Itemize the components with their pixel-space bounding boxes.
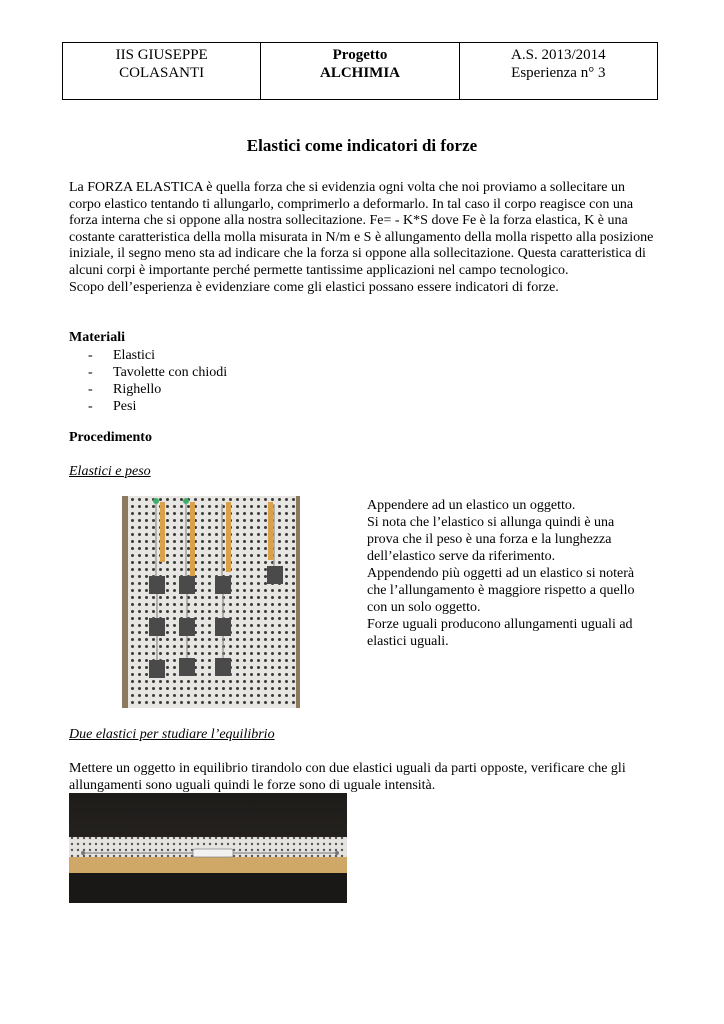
list-dash: - bbox=[88, 365, 93, 380]
list-item bbox=[88, 364, 227, 381]
header-project-cell bbox=[261, 43, 459, 99]
equilibrium-image bbox=[69, 793, 347, 903]
list-item bbox=[88, 381, 227, 398]
list-item bbox=[88, 347, 227, 364]
header-school-line2: COLASANTI bbox=[119, 65, 205, 81]
procedure-heading: Procedimento bbox=[69, 430, 152, 445]
pegboard-image bbox=[122, 496, 300, 708]
section1-title: Elastici e peso bbox=[69, 464, 151, 479]
header-year-line2: Esperienza n° 3 bbox=[511, 65, 606, 81]
header-table bbox=[62, 42, 658, 100]
list-dash: - bbox=[88, 399, 93, 414]
section1-line: che l’allungamento è maggiore rispetto a quello bbox=[367, 583, 635, 598]
list-dash: - bbox=[88, 382, 93, 397]
section1-line: Appendendo più oggetti ad un elastico si noterà bbox=[367, 566, 635, 581]
list-item-label: Elastici bbox=[113, 348, 155, 363]
materials-list bbox=[88, 347, 227, 415]
header-project-line2: ALCHIMIA bbox=[319, 65, 400, 81]
page-title: Elastici come indicatori di forze bbox=[246, 136, 478, 155]
section2-title: Due elastici per studiare l’equilibrio bbox=[69, 727, 275, 742]
header-school-cell bbox=[63, 43, 261, 99]
header-year-cell bbox=[460, 43, 657, 99]
section1-line: Appendere ad un elastico un oggetto. bbox=[367, 498, 576, 513]
section2-description bbox=[69, 761, 659, 794]
intro-section bbox=[69, 180, 659, 296]
intro-scope: Scopo dell’esperienza è evidenziare come gli elastici possano essere indicatori di forze. bbox=[69, 279, 559, 295]
materials-heading: Materiali bbox=[69, 330, 125, 345]
section2-paragraph: Mettere un oggetto in equilibrio tirandolo con due elastici uguali da parti opposte, verificare che gli allungamenti sono uguali quindi le forze sono di uguale intensità. bbox=[69, 761, 626, 793]
list-dash: - bbox=[88, 348, 93, 363]
list-item-label: Pesi bbox=[113, 399, 137, 414]
header-year-line1: A.S. 2013/2014 bbox=[511, 47, 606, 63]
equilibrium-photo bbox=[69, 793, 347, 903]
list-item-label: Tavolette con chiodi bbox=[113, 365, 228, 380]
list-item-label: Righello bbox=[113, 382, 162, 397]
section1-line: Si nota che l’elastico si allunga quindi è una bbox=[367, 515, 615, 530]
header-school-line1: IIS GIUSEPPE bbox=[115, 47, 208, 63]
section1-line: elastici uguali. bbox=[367, 634, 449, 649]
section1-line: dell’elastico serve da riferimento. bbox=[367, 549, 556, 564]
section1-line: con un solo oggetto. bbox=[367, 600, 481, 615]
header-project-line1: Progetto bbox=[332, 47, 388, 63]
pegboard-photo bbox=[122, 496, 300, 708]
section1-line: prova che il peso è una forza e la lunghezza bbox=[367, 532, 612, 547]
section1-line: Forze uguali producono allungamenti uguali ad bbox=[367, 617, 633, 632]
section1-description bbox=[367, 497, 667, 650]
intro-paragraph: La FORZA ELASTICA è quella forza che si evidenzia ogni volta che noi proviamo a sollecitare un corpo elastico tentando ti allungarlo, comprimerlo a deformarlo. In tal caso il corpo reagisce con una forza interna che si oppone alla nostra sollecitazione. Fe= - K*S dove Fe è la forza elastica, K è una costante caratteristica della molla misurata in N/m e S è allungamento della molla rispetto alla posizione iniziale, il segno meno sta ad indicare che la forza si oppone alla sollecitazione. Questa caratteristica di alcuni corpi è importante perché permette tantissime applicazioni nel campo tecnologico. bbox=[69, 180, 654, 278]
list-item bbox=[88, 398, 227, 415]
